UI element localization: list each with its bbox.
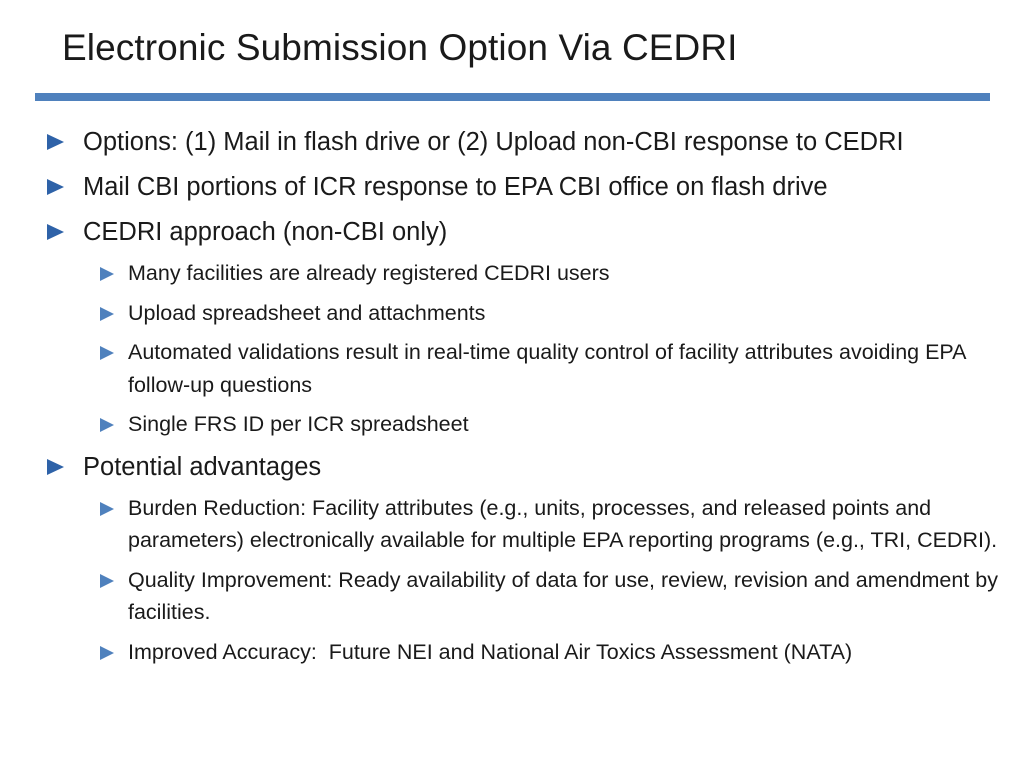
sub-bullet-validations: [45, 336, 1008, 401]
sub-bullet-upload: [45, 297, 1008, 330]
bullet-text: Potential advantages: [83, 452, 322, 481]
triangle-bullet-icon: [100, 267, 114, 281]
bullet-text: Options: (1) Mail in flash drive or (2) Upload non-CBI response to CEDRI: [83, 128, 904, 156]
bullet-text: Mail CBI portions of ICR response to EPA CBI office on flash drive: [83, 173, 828, 201]
bullet-text: CEDRI approach (non-CBI only): [83, 218, 448, 246]
triangle-bullet-icon: [100, 646, 114, 660]
triangle-bullet-icon: [100, 307, 114, 321]
sub-bullet-text: Upload spreadsheet and attachments: [128, 300, 486, 325]
sub-bullet-text: Automated validations result in real-time quality control of facility attributes avoiding EPA follow-up questions: [128, 340, 966, 397]
triangle-bullet-icon: [100, 502, 114, 516]
bullet-list: [45, 126, 1005, 675]
sub-bullet-burden-reduction: [45, 492, 1008, 557]
triangle-bullet-icon: [47, 459, 64, 475]
triangle-bullet-icon: [47, 179, 64, 195]
slide-title: Electronic Submission Option Via CEDRI: [62, 27, 738, 68]
triangle-bullet-icon: [100, 418, 114, 432]
bullet-potential-advantages: [45, 451, 1005, 484]
bullet-cedri-approach: [45, 216, 1005, 249]
sub-bullet-frs-id: [45, 408, 1008, 441]
bullet-options: [45, 126, 1005, 159]
sub-bullet-text: Quality Improvement: Ready availability of data for use, review, revision and amendment by facilities.: [128, 567, 998, 624]
triangle-bullet-icon: [100, 574, 114, 588]
bullet-mail-cbi: [45, 171, 1005, 204]
sub-bullet-quality-improvement: [45, 564, 1008, 629]
sub-bullet-improved-accuracy: [45, 636, 1008, 669]
sub-bullet-registered-users: [45, 257, 1008, 290]
sub-bullet-text: Single FRS ID per ICR spreadsheet: [128, 412, 469, 436]
sub-bullet-text: Improved Accuracy: Future NEI and National Air Toxics Assessment (NATA): [128, 639, 853, 664]
sub-bullet-text: Burden Reduction: Facility attributes (e.g., units, processes, and released points and parameters) electronically available for multiple EPA reporting programs (e.g., TRI, CEDRI).: [128, 495, 998, 552]
triangle-bullet-icon: [47, 134, 64, 150]
sub-bullet-text: Many facilities are already registered CEDRI users: [128, 261, 610, 285]
triangle-bullet-icon: [100, 346, 114, 360]
title-divider: [35, 93, 990, 101]
triangle-bullet-icon: [47, 224, 64, 240]
